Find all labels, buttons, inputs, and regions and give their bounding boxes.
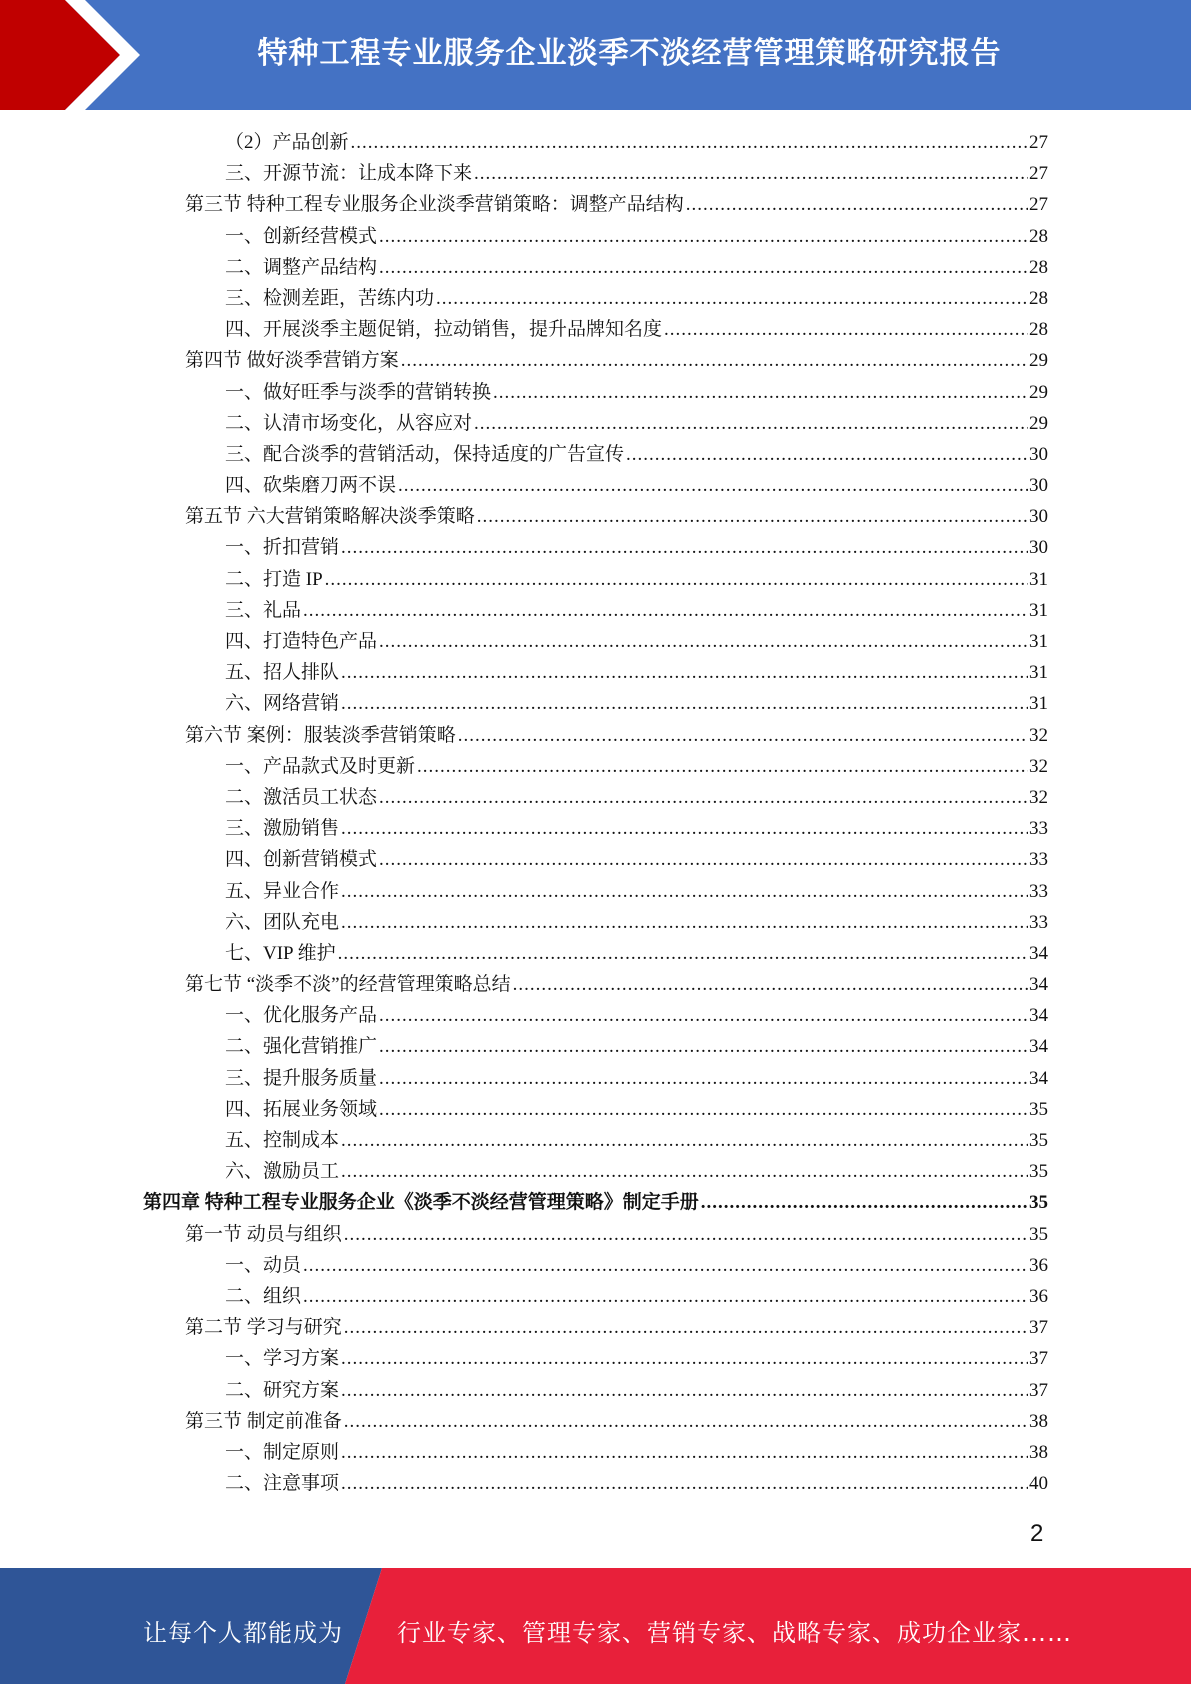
toc-entry-label: （2）产品创新 (225, 132, 349, 153)
toc-entry-page: 37 (1029, 1379, 1048, 1401)
toc-entry-page: 34 (1029, 942, 1048, 964)
toc-subsection-entry[interactable] (225, 408, 1048, 439)
toc-subsection-entry[interactable] (225, 283, 1048, 314)
toc-entry-page: 28 (1029, 287, 1048, 309)
toc-entry-page: 28 (1029, 225, 1048, 247)
toc-entry-page: 31 (1029, 568, 1048, 590)
toc-subsection-entry[interactable] (225, 470, 1048, 501)
toc-entry-page: 34 (1029, 974, 1048, 996)
toc-subsection-entry[interactable] (225, 252, 1048, 283)
toc-entry-label: 二、调整产品结构 (225, 256, 378, 278)
toc-subsection-entry[interactable] (225, 907, 1048, 938)
toc-dot-leader (477, 501, 1028, 532)
toc-dot-leader (417, 751, 1028, 782)
toc-dot-leader (398, 470, 1028, 501)
toc-entry-label: 二、强化营销推广 (225, 1036, 378, 1058)
toc-dot-leader (458, 720, 1028, 751)
toc-dot-leader (401, 345, 1028, 376)
toc-entry-page: 31 (1029, 599, 1048, 621)
toc-entry-label: 三、提升服务质量 (225, 1067, 378, 1089)
toc-entry-page: 36 (1029, 1285, 1048, 1307)
toc-dot-leader (436, 283, 1028, 314)
toc-subsection-entry[interactable] (225, 657, 1048, 688)
toc-dot-leader (341, 1437, 1028, 1468)
toc-dot-leader (493, 377, 1028, 408)
toc-dot-leader (341, 657, 1028, 688)
toc-entry-label: 五、异业合作 (225, 880, 340, 902)
toc-entry-label: 三、配合淡季的营销活动，保持适度的广告宣传 (225, 443, 625, 465)
toc-entry-label: 七、VIP 维护 (225, 942, 336, 964)
page-number: 2 (1030, 1520, 1044, 1547)
toc-entry-label: 第一节 动员与组织 (185, 1223, 342, 1245)
toc-entry-label: 四、拓展业务领域 (225, 1098, 378, 1120)
toc-subsection-entry[interactable] (225, 1125, 1048, 1156)
toc-entry-page: 35 (1029, 1192, 1048, 1214)
toc-subsection-entry[interactable] (225, 221, 1048, 252)
toc-dot-leader (341, 876, 1028, 907)
toc-entry-page: 33 (1029, 818, 1048, 840)
toc-subsection-entry[interactable] (225, 1375, 1048, 1406)
toc-entry-label: 一、动员 (225, 1254, 302, 1276)
toc-entry-label: 二、打造 IP (225, 568, 323, 590)
toc-dot-leader (379, 782, 1028, 813)
toc-entry-label: 一、创新经营模式 (225, 225, 378, 247)
toc-dot-leader (341, 1125, 1028, 1156)
toc-subsection-entry[interactable] (225, 626, 1048, 657)
toc-entry-page: 27 (1029, 163, 1048, 185)
toc-subsection-entry[interactable] (225, 377, 1048, 408)
toc-entry-page: 35 (1029, 1098, 1048, 1120)
toc-dot-leader (626, 439, 1028, 470)
toc-dot-leader (341, 1468, 1028, 1499)
toc-subsection-entry[interactable] (225, 1031, 1048, 1062)
toc-entry-label: 第三节 特种工程专业服务企业淡季营销策略：调整产品结构 (185, 194, 684, 216)
toc-entry-label: 二、激活员工状态 (225, 786, 378, 808)
toc-entry-page: 34 (1029, 1005, 1048, 1027)
toc-section-entry[interactable] (185, 1219, 1048, 1250)
toc-entry-page: 31 (1029, 631, 1048, 652)
toc-dot-leader (303, 595, 1028, 626)
toc-dot-leader (341, 1375, 1028, 1406)
toc-dot-leader (513, 969, 1028, 1000)
toc-entry-page: 27 (1029, 132, 1048, 153)
toc-dot-leader (379, 1094, 1028, 1125)
toc-dot-leader (341, 907, 1028, 938)
toc-entry-page: 35 (1029, 1223, 1048, 1245)
toc-dot-leader (686, 189, 1028, 220)
toc-entry-page: 31 (1029, 662, 1048, 684)
toc-dot-leader (341, 532, 1028, 563)
toc-dot-leader (325, 564, 1028, 595)
toc-entry-label: 二、注意事项 (225, 1473, 340, 1495)
toc-dot-leader (379, 1063, 1028, 1094)
toc-entry-page: 33 (1029, 880, 1048, 902)
toc-dot-leader (379, 844, 1028, 875)
toc-chapter-entry[interactable] (143, 1187, 1048, 1218)
toc-entry-label: 第七节 “淡季不淡”的经营管理策略总结 (185, 974, 511, 996)
toc-subsection-entry[interactable] (225, 876, 1048, 907)
toc-dot-leader (379, 1031, 1028, 1062)
toc-dot-leader (379, 221, 1028, 252)
footer-slogan-right: 行业专家、管理专家、营销专家、战略专家、成功企业家…… (397, 1619, 1072, 1647)
toc-section-entry[interactable] (185, 501, 1048, 532)
toc-entry-page: 29 (1029, 381, 1048, 403)
toc-entry-page: 38 (1029, 1441, 1048, 1463)
toc-subsection-entry[interactable] (225, 595, 1048, 626)
toc-subsection-entry[interactable] (225, 782, 1048, 813)
toc-dot-leader (341, 1343, 1028, 1374)
toc-dot-leader (344, 1219, 1028, 1250)
toc-entry-page: 38 (1029, 1410, 1048, 1432)
toc-dot-leader (344, 1312, 1028, 1343)
table-of-contents (0, 127, 1191, 1499)
toc-entry-page: 29 (1029, 350, 1048, 372)
toc-entry-page: 30 (1029, 443, 1048, 465)
toc-subsection-entry[interactable] (225, 688, 1048, 719)
toc-entry-label: 四、创新营销模式 (225, 849, 378, 871)
toc-entry-label: 六、激励员工 (225, 1161, 340, 1183)
toc-entry-page: 29 (1029, 412, 1048, 434)
toc-entry-page: 34 (1029, 1036, 1048, 1058)
toc-entry-page: 40 (1029, 1473, 1048, 1495)
toc-dot-leader (341, 1156, 1028, 1187)
toc-subsection-entry[interactable] (225, 1250, 1048, 1281)
toc-subsection-entry[interactable] (225, 314, 1048, 345)
toc-entry-label: 一、制定原则 (225, 1441, 340, 1463)
toc-entry-label: 六、网络营销 (225, 693, 340, 715)
toc-entry-page: 33 (1029, 849, 1048, 871)
page-footer (0, 1568, 1191, 1684)
toc-entry-label: 四、打造特色产品 (225, 631, 378, 652)
toc-section-entry[interactable] (185, 189, 1048, 220)
toc-subsection-entry[interactable] (225, 1437, 1048, 1468)
toc-subsection-entry[interactable] (225, 127, 1048, 158)
toc-entry-label: 一、折扣营销 (225, 537, 340, 559)
toc-section-entry[interactable] (185, 969, 1048, 1000)
toc-entry-page: 36 (1029, 1254, 1048, 1276)
toc-dot-leader (303, 1281, 1028, 1312)
toc-entry-label: 四、开展淡季主题促销，拉动销售，提升品牌知名度 (225, 319, 663, 341)
toc-dot-leader (303, 1250, 1028, 1281)
toc-entry-label: 一、学习方案 (225, 1348, 340, 1370)
toc-subsection-entry[interactable] (225, 532, 1048, 563)
toc-entry-page: 30 (1029, 537, 1048, 559)
toc-entry-page: 28 (1029, 256, 1048, 278)
toc-dot-leader (379, 1000, 1028, 1031)
toc-dot-leader (664, 314, 1028, 345)
toc-entry-label: 四、砍柴磨刀两不误 (225, 475, 397, 497)
toc-section-entry[interactable] (185, 720, 1048, 751)
footer-slogan-left: 让每个人都能成为 (143, 1619, 343, 1647)
toc-dot-leader (344, 1406, 1028, 1437)
toc-subsection-entry[interactable] (225, 158, 1048, 189)
toc-entry-page: 32 (1029, 786, 1048, 808)
toc-entry-label: 一、产品款式及时更新 (225, 755, 416, 777)
toc-subsection-entry[interactable] (225, 1281, 1048, 1312)
page-header (0, 0, 1191, 110)
toc-entry-label: 三、礼品 (225, 599, 302, 621)
report-title: 特种工程专业服务企业淡季不淡经营管理策略研究报告 (257, 36, 1002, 71)
toc-subsection-entry[interactable] (225, 751, 1048, 782)
toc-entry-label: 三、激励销售 (225, 818, 340, 840)
toc-entry-label: 第二节 学习与研究 (185, 1317, 342, 1339)
toc-subsection-entry[interactable] (225, 1000, 1048, 1031)
toc-dot-leader (338, 938, 1028, 969)
header-arrow-decoration (0, 0, 150, 110)
toc-dot-leader (341, 688, 1028, 719)
toc-entry-page: 37 (1029, 1317, 1048, 1339)
toc-subsection-entry[interactable] (225, 813, 1048, 844)
toc-entry-label: 三、开源节流：让成本降下来 (225, 163, 473, 185)
toc-entry-page: 33 (1029, 911, 1048, 933)
toc-entry-page: 37 (1029, 1348, 1048, 1370)
toc-entry-label: 二、认清市场变化，从容应对 (225, 412, 473, 434)
toc-entry-label: 第四节 做好淡季营销方案 (185, 350, 399, 372)
toc-entry-label: 六、团队充电 (225, 911, 340, 933)
toc-dot-leader (701, 1187, 1028, 1218)
toc-entry-label: 五、招人排队 (225, 662, 340, 684)
toc-subsection-entry[interactable] (225, 1094, 1048, 1125)
toc-entry-page: 35 (1029, 1130, 1048, 1151)
toc-entry-label: 二、研究方案 (225, 1379, 340, 1401)
toc-entry-label: 二、组织 (225, 1285, 302, 1307)
toc-entry-page: 30 (1029, 475, 1048, 497)
toc-entry-label: 第五节 六大营销策略解决淡季策略 (185, 506, 475, 528)
toc-entry-page: 32 (1029, 755, 1048, 777)
toc-entry-label: 三、检测差距，苦练内功 (225, 287, 435, 309)
toc-entry-page: 30 (1029, 506, 1048, 528)
toc-entry-page: 28 (1029, 319, 1048, 341)
toc-subsection-entry[interactable] (225, 844, 1048, 875)
toc-entry-label: 五、控制成本 (225, 1130, 340, 1151)
toc-section-entry[interactable] (185, 1406, 1048, 1437)
toc-subsection-entry[interactable] (225, 1156, 1048, 1187)
toc-entry-label: 一、优化服务产品 (225, 1005, 378, 1027)
toc-entry-page: 31 (1029, 693, 1048, 715)
toc-subsection-entry[interactable] (225, 1063, 1048, 1094)
toc-entry-label: 第六节 案例：服装淡季营销策略 (185, 724, 456, 746)
toc-entry-page: 27 (1029, 194, 1048, 216)
toc-entry-page: 35 (1029, 1161, 1048, 1183)
toc-entry-label: 第四章 特种工程专业服务企业《淡季不淡经营管理策略》制定手册 (143, 1192, 699, 1214)
toc-dot-leader (379, 626, 1028, 657)
toc-subsection-entry[interactable] (225, 564, 1048, 595)
toc-entry-page: 34 (1029, 1067, 1048, 1089)
toc-section-entry[interactable] (185, 1312, 1048, 1343)
toc-dot-leader (379, 252, 1028, 283)
toc-entry-label: 一、做好旺季与淡季的营销转换 (225, 381, 492, 403)
toc-subsection-entry[interactable] (225, 1343, 1048, 1374)
toc-dot-leader (474, 158, 1028, 189)
toc-dot-leader (351, 127, 1028, 158)
toc-entry-page: 32 (1029, 724, 1048, 746)
toc-entry-label: 第三节 制定前准备 (185, 1410, 342, 1432)
toc-subsection-entry[interactable] (225, 439, 1048, 470)
toc-dot-leader (474, 408, 1028, 439)
toc-subsection-entry[interactable] (225, 1468, 1048, 1499)
toc-dot-leader (341, 813, 1028, 844)
toc-subsection-entry[interactable] (225, 938, 1048, 969)
toc-section-entry[interactable] (185, 345, 1048, 376)
